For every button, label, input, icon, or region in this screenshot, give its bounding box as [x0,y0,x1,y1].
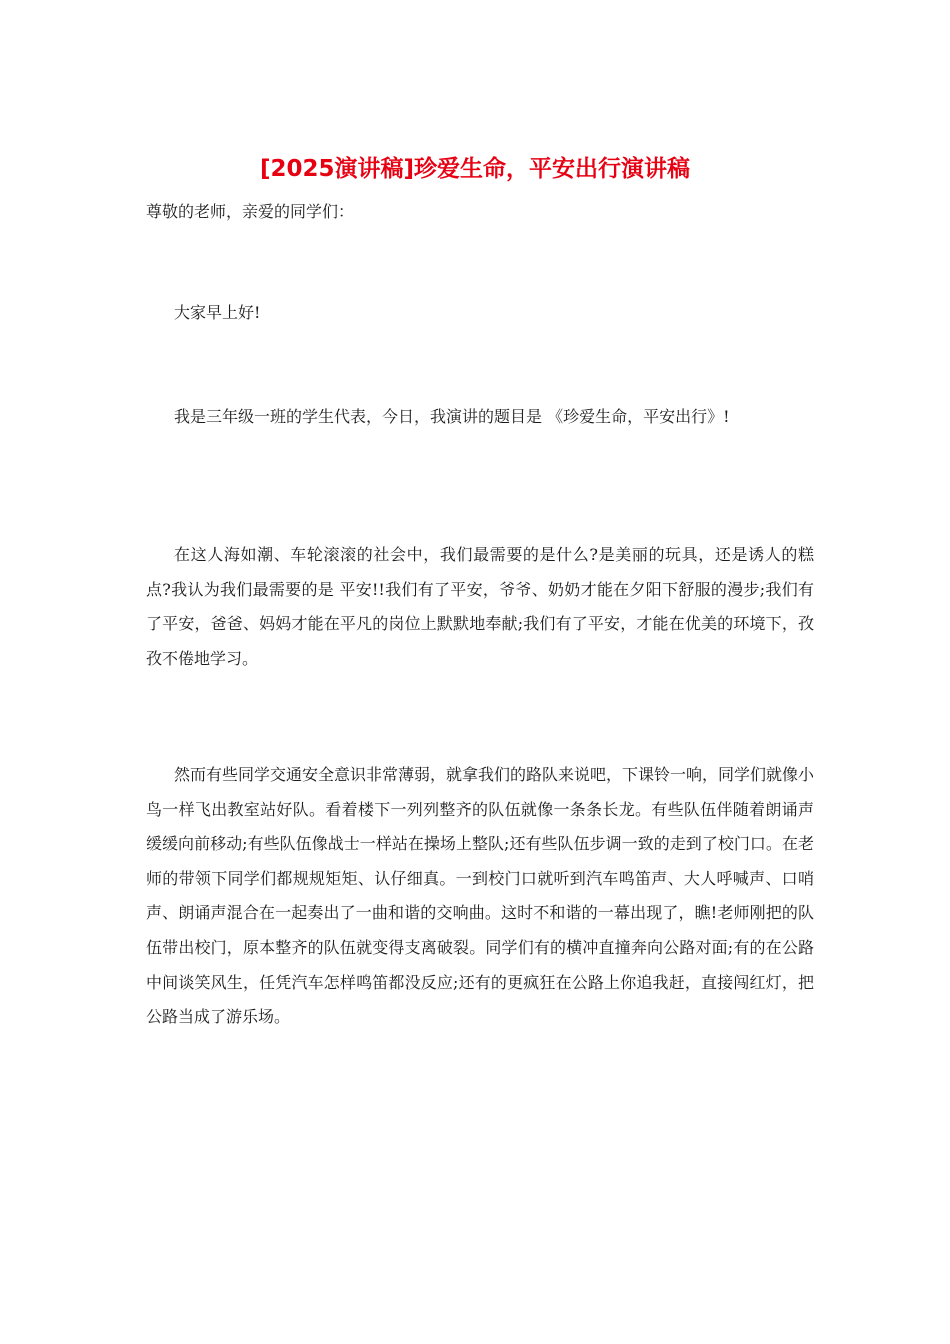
salutation: 尊敬的老师，亲爱的同学们： [146,202,355,221]
paragraph-introduction: 我是三年级一班的学生代表，今日，我演讲的题目是 《珍爱生命，平安出行》! [174,407,730,426]
paragraph-traffic-behavior: 然而有些同学交通安全意识非常薄弱，就拿我们的路队来说吧，下课铃一响，同学们就像小鸟一样飞出教室站好队。看着楼下一列列整齐的队伍就像一条条长龙。有些队伍伴随着朗诵声缓缓向前移动;有些队伍像战士一样站在操场上整队;还有些队伍步调一致的走到了校门口。在老师的带领下同学们都规规矩矩、认仔细真。一到校门口就听到汽车鸣笛声、大人呼喊声、口哨声、朗诵声混合在一起奏出了一曲和谐的交响曲。这时不和谐的一幕出现了，瞧!老师刚把的队伍带出校门，原本整齐的队伍就变得支离破裂。同学们有的横冲直撞奔向公路对面;有的在公路中间谈笑风生，任凭汽车怎样鸣笛都没反应;还有的更疯狂在公路上你追我赶，直接闯红灯，把公路当成了游乐场。 [146,765,815,1027]
document-title: [2025演讲稿]珍爱生命，平安出行演讲稿 [259,156,691,182]
paragraph-greeting: 大家早上好! [174,303,261,322]
paragraph-importance-of-safety: 在这人海如潮、车轮滚滚的社会中，我们最需要的是什么?是美丽的玩具，还是诱人的糕点?我认为我们最需要的是 平安!!我们有了平安，爷爷、奶奶才能在夕阳下舒服的漫步;我们有了平安，爸爸、妈妈才能在平凡的岗位上默默地奉献;我们有了平安，才能在优美的环境下，孜孜不倦地学习。 [146,545,814,668]
